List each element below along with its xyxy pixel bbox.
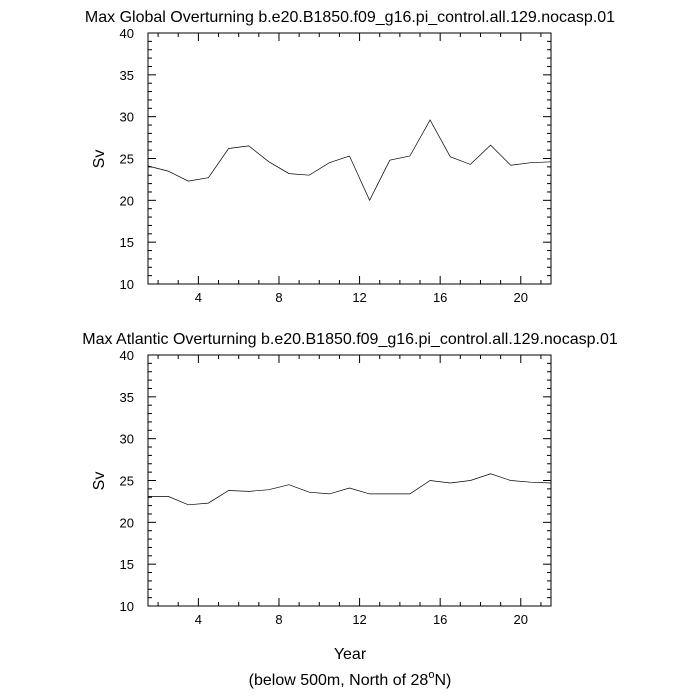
x-tick-label: 8 xyxy=(275,612,283,627)
x-axis-label: Year xyxy=(333,646,367,663)
x-tick-label: 16 xyxy=(432,290,448,305)
tick-labels xyxy=(120,348,528,627)
y-tick-label: 40 xyxy=(119,26,134,41)
atlantic-overturning-panel xyxy=(82,331,618,627)
y-tick-label: 35 xyxy=(119,67,134,83)
chart-title: Max Global Overturning b.e20.B1850.f09_g16.pi_control.all.129.nocasp.01 xyxy=(84,9,616,26)
chart-title: Max Atlantic Overturning b.e20.B1850.f09_g16.pi_control.all.129.nocasp.01 xyxy=(82,331,618,348)
x-tick-label: 12 xyxy=(352,612,367,627)
caption xyxy=(249,669,452,689)
tick-labels xyxy=(120,26,528,305)
y-axis-label: Sv xyxy=(91,149,108,169)
plot-frame xyxy=(148,33,551,284)
x-tick-label: 8 xyxy=(275,290,283,305)
caption-suffix: N) xyxy=(434,672,452,689)
x-tick-label: 12 xyxy=(352,290,367,305)
x-tick-label: 20 xyxy=(513,612,529,627)
series-line xyxy=(148,120,551,200)
x-tick-label: 16 xyxy=(432,612,448,627)
global-overturning-panel xyxy=(85,9,615,305)
y-tick-label: 20 xyxy=(119,193,134,209)
caption-degree: o xyxy=(428,669,435,681)
y-tick-label: 30 xyxy=(119,109,134,125)
x-tick-label: 4 xyxy=(194,612,202,627)
y-tick-label: 15 xyxy=(119,557,134,573)
y-tick-label: 10 xyxy=(119,599,134,614)
y-axis-label: Sv xyxy=(91,471,108,491)
caption-prefix: (below 500m, North of 28 xyxy=(248,672,429,689)
y-tick-label: 15 xyxy=(119,235,134,251)
x-tick-label: 20 xyxy=(513,290,529,305)
y-tick-label: 30 xyxy=(119,431,134,447)
plot-frame xyxy=(148,355,551,606)
series-line xyxy=(148,474,551,505)
y-tick-label: 40 xyxy=(119,348,134,363)
y-tick-label: 25 xyxy=(119,151,134,167)
x-tick-label: 4 xyxy=(194,290,202,305)
y-tick-label: 35 xyxy=(119,389,134,405)
ticks xyxy=(148,355,551,606)
y-tick-label: 20 xyxy=(119,515,134,531)
y-tick-label: 25 xyxy=(119,473,134,489)
ticks xyxy=(148,33,551,284)
y-tick-label: 10 xyxy=(119,277,134,292)
